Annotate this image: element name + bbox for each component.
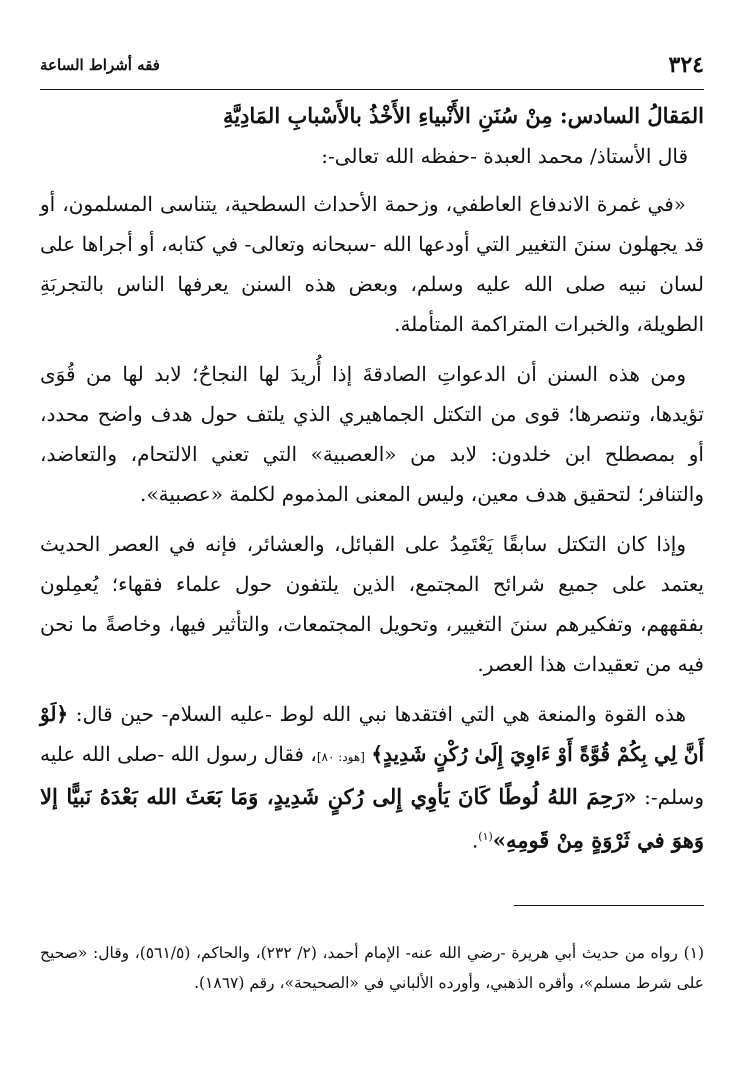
paragraph-4: [40, 694, 704, 861]
paragraph-4-mid: ، فقال رسول الله -صلى الله عليه وسلم-:: [40, 742, 704, 809]
section-heading: المَقالُ السادس: مِنْ سُنَنِ الأَنْبياءِ الأَخْذُ بالأَسْبابِ المَادِيَّةِ: [222, 103, 704, 128]
paragraph-3: وإذا كان التكتل سابقًا يَعْتَمِدُ على القبائل، والعشائر، فإنه في العصر الحديث يعتمد على جميع شرائح المجتمع، الذين يلتفون حول علماء فقهاء؛ يُعمِلون بفقههم، وتفكيرهم سننَ التغيير، وتحويل المجتمعات، والتأثير فيها، وخاصةً ما نحن فيه من تعقيدات هذا العصر.: [40, 532, 704, 676]
page-number: ٣٢٤: [668, 52, 704, 78]
quran-verse: ﴿لَوْ أَنَّ لِي بِكُمْ قُوَّةً أَوْ ءَاوِيَ إِلَىٰ رُكْنٍ شَدِيدٍ﴾: [40, 702, 704, 766]
main-text: [40, 96, 704, 871]
paragraph-4-end: .: [471, 828, 479, 853]
paragraph-4-intro: هذه القوة والمنعة هي التي افتقدها نبي الله لوط -عليه السلام- حين قال:: [75, 702, 686, 726]
paragraph-2: ومن هذه السنن أن الدعواتِ الصادقةَ إذا أُريدَ لها النجاحُ؛ لابد لها من قُوَى تؤيدها، وتنصرها؛ قوى من التكتل الجماهيري الذي يلتف حول هدف واضح محدد، أو بمصطلح ابن خلدون: لابد من «العصبية» التي تعني الالتحام، والتعاضد، والتنافر؛ لتحقيق هدف معين، وليس المعنى المذموم لكلمة «عصبية».: [40, 362, 704, 506]
footnote-marker: (١): [478, 830, 493, 843]
paragraph-1: «في غمرة الاندفاع العاطفي، وزحمة الأحداث السطحية، يتناسى المسلمون، أو قد يجهلون سننَ التغيير التي أودعها الله -سبحانه وتعالى- في كتابه، أو أجراها على لسان نبيه صلى الله عليه وسلم، وبعض هذه السنن يعرفها الناس بالتجربَةِ الطويلة، والخبرات المتراكمة المتأملة.: [40, 192, 704, 336]
verse-reference: [هود: ٨٠]: [316, 750, 365, 764]
attribution-line: قال الأستاذ/ محمد العبدة -حفظه الله تعالى-:: [321, 144, 688, 168]
footnote-1: (١) رواه من حديث أبي هريرة -رضي الله عنه- الإمام أحمد، (٢/ ٢٣٢)، والحاكم، (٥٦١/٥)، وقال: «صحيح على شرط مسلم»، وأقره الذهبي، وأورده الألباني في «الصحيحة»، رقم (١٨٦٧).: [40, 943, 705, 992]
footnote-divider: [514, 905, 704, 906]
running-title: فقه أشراط الساعة: [40, 56, 160, 74]
hadith-quote: «رَحِمَ اللهُ لُوطًا كَانَ يَأوِي إِلى رُكنٍ شَدِيدٍ، وَمَا بَعَثَ الله بَعْدَهُ نَبيًّا إلا وَهوَ في ثَرْوَةٍ مِنْ قَومِهِ»: [40, 784, 704, 853]
header-divider: [40, 89, 704, 90]
running-head: [40, 52, 704, 88]
